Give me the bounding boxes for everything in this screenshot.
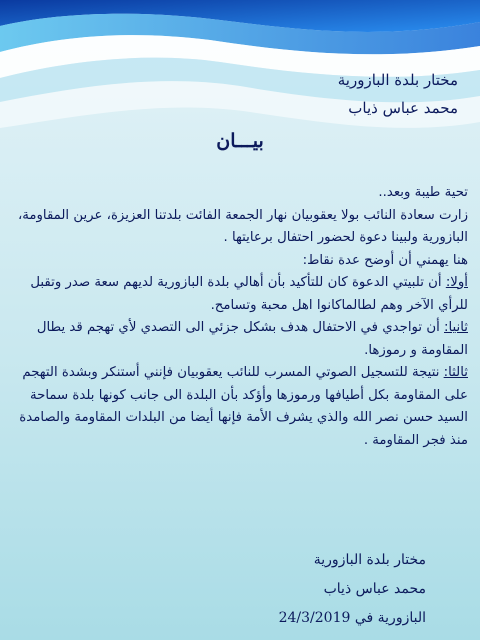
footer-mukhtar-title: مختار بلدة البازورية <box>313 552 426 568</box>
footer-place-date <box>279 604 426 633</box>
header-mukhtar-name: محمد عباس ذياب <box>348 99 458 117</box>
points-intro: هنا يهمني أن أوضح عدة نقاط: <box>302 252 468 268</box>
greeting: تحية طيبة وبعد.. <box>378 185 468 200</box>
point-second-text: أن تواجدي في الاحتفال هدف بشكل جزئي الى التصدي لأي تهجم قد يطال المقاومة و رموزها. <box>36 320 468 358</box>
footer-signature-block <box>279 546 426 633</box>
footer-mukhtar-name: محمد عباس ذياب <box>323 581 426 597</box>
header-mukhtar-title: مختار بلدة البازورية <box>337 71 458 89</box>
paragraph-visit: زارت سعادة النائب بولا يعقوبيان نهار الجمعة الفائت بلدتنا العزيزة، عرين المقاومة، البازورية ولبينا دعوة لحضور احتفال برعايتها . <box>17 207 468 245</box>
point-first-label: أولا: <box>445 275 468 290</box>
point-second-label: ثانيا: <box>444 320 468 335</box>
footer-place: البازورية في <box>354 610 426 626</box>
point-third <box>10 362 468 452</box>
point-third-label: ثالثا: <box>443 365 468 380</box>
point-first-text: أن تلبيتي الدعوة كان للتأكيد بأن أهالي بلدة البازورية لديهم سعة صدر وتقبل للرأي الآخر وهم لطالماكانوا اهل محبة وتسامح. <box>30 275 468 313</box>
point-second <box>10 317 468 362</box>
header-signature-block <box>338 66 458 122</box>
footer-date: 24/3/2019 <box>278 610 351 626</box>
point-first <box>10 272 468 317</box>
point-third-text: نتيجة للتسجيل الصوتي المسرب للنائب يعقوبيان فإنني أستنكر وبشدة التهجم على المقاومة بكل أطيافها ورموزها وأؤكد بأن البلدة الى جانب كونها بلدة سماحة السيد حسن نصر الله والذي يشرف الأمة فإنها أيضا من البلدات المقاومة والصامدة منذ فجر المقاومة . <box>19 365 468 448</box>
document-title: بيـــان <box>216 130 264 152</box>
statement-body <box>10 182 468 452</box>
